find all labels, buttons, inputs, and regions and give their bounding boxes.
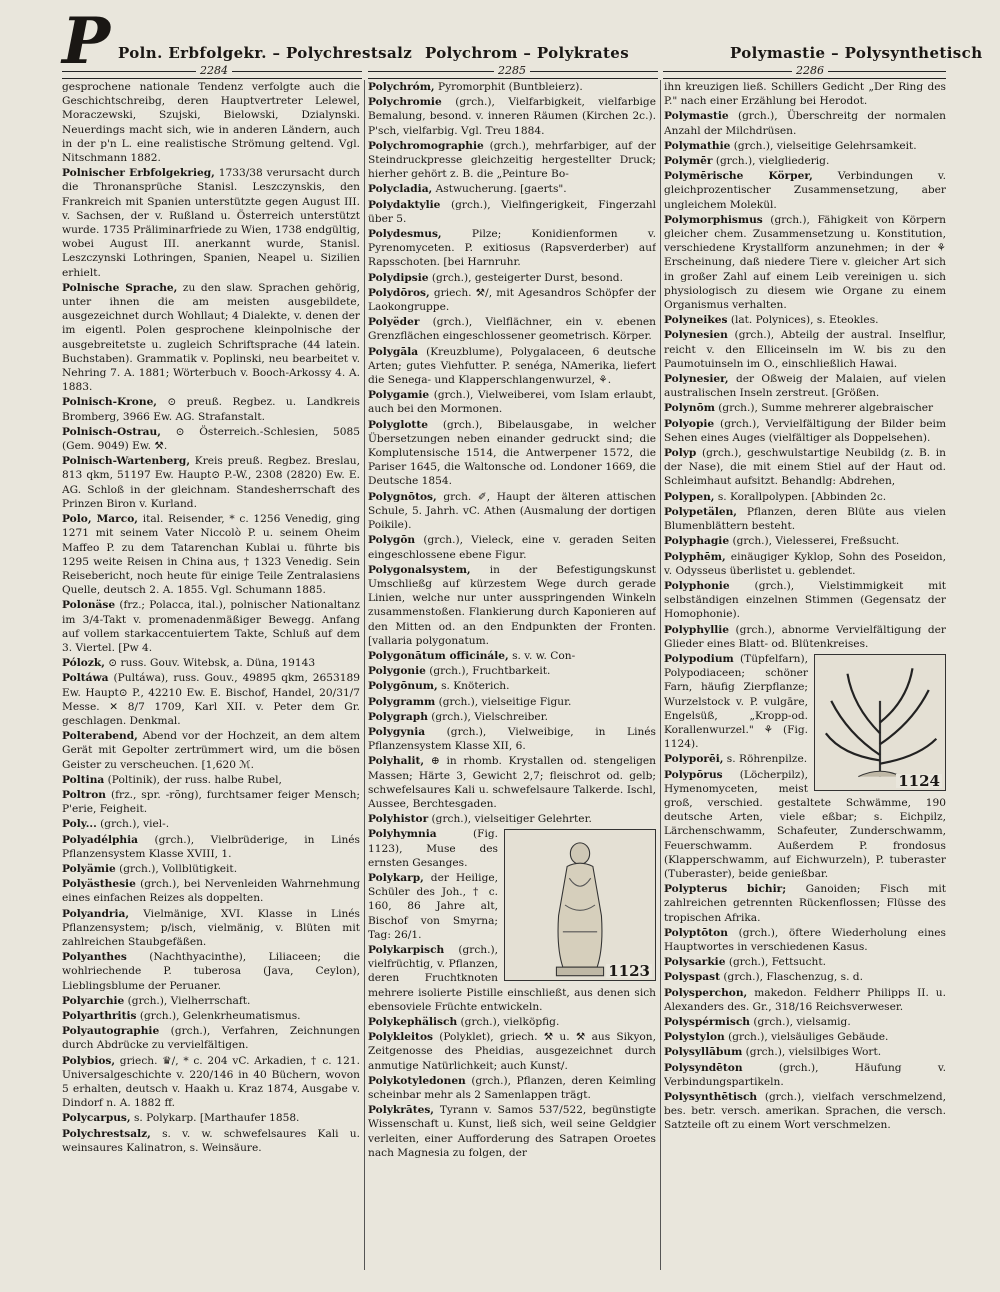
entry-headword: Polykarp, [368,871,424,884]
column-divider [660,80,661,1270]
entry-definition: grch. ✐, Haupt der älteren attischen Schule, 5. Jahrh. vC. Athen (Ausmalung der dortigen Poikile). [368,490,656,532]
dictionary-entry [664,446,946,489]
entry-headword: Polyphagie [664,535,730,548]
entry-headword: Polykarpisch [368,943,445,956]
entry-headword: Polyarthritis [62,1010,137,1022]
dictionary-entry [368,725,656,753]
entry-headword: Polymathie [664,139,731,152]
entry-definition: (frz., spr. -rõng), furchtsamer feiger Mensch; P'erie, Feigheit. [62,788,360,816]
dictionary-entry [368,271,656,285]
dictionary-entry [664,970,946,984]
entry-definition: (grch.), gesteigerter Durst, besond. [428,271,623,284]
entry-headword: Poltáwa [62,672,109,685]
entry-definition: (grch.), mehrfarbiger, auf der Steindruckpresse gleichzeitig hergestellter Druck; hierher gehört z. B. die „Peinture Bo- [368,139,656,181]
dictionary-entry [368,182,656,196]
entry-headword: Polonäse [62,599,116,612]
entry-headword: Polyspérmisch [664,1016,750,1028]
entry-headword: Polykrātes, [368,1104,434,1117]
header-right: Polymastie – Polysynthetisch [730,44,983,62]
dictionary-entry [664,109,946,137]
entry-definition: (Kreuzblume), Polygalaceen, 6 deutsche Arten; gutes Viehfutter. P. senéga, NAmerika, liefert die Senega- und Klapperschlangenwurzel, ⚘. [368,345,656,387]
entry-definition: s. Korallpolypen. [Abbinden 2c. [714,490,887,503]
dictionary-entry [62,788,360,816]
dictionary-entry [62,994,360,1008]
entry-definition: griech. ⚒/, mit Agesandros Schöpfer der Laokongruppe. [368,286,656,314]
dictionary-entry [62,454,360,511]
header-middle: Polychrom – Polykrates [425,44,630,62]
entry-headword: Polysyllābum [664,1046,743,1059]
entry-definition: s. Knöterich. [437,680,510,693]
entry-headword: Polygraph [368,710,428,723]
entry-headword: Polypen, [664,490,715,503]
dictionary-entry [62,773,360,787]
dictionary-entry [664,579,946,622]
entry-definition: Vielmänige, XVI. Klasse in Linés Pflanzensystem; p/isch, vielmänig, v. Blüten mit zahlreichen Staubgefäßen. [62,907,360,948]
entry-headword: Polybios, [62,1054,116,1067]
entry-definition: (grch.), viel-. [96,818,170,831]
entry-definition: der Oßweig der Malaien, auf vielen australischen Inseln zerstreut. [Größen. [664,373,946,400]
entry-definition: einäugiger Kyklop, Sohn des Poseidon, v. Odysseus überlistet u. geblendet. [664,550,946,577]
entry-headword: Polyspast [664,971,721,984]
dictionary-entry [62,166,360,280]
dictionary-entry [62,729,360,772]
polypodium-fern-figure [814,654,946,791]
entry-headword: Polyëder [368,316,420,329]
entry-headword: Polykleitos [368,1031,433,1044]
entry-headword: Pólozk, [62,657,105,670]
entry-definition: (grch.), vielseitiger Gelehrter. [428,813,592,826]
entry-headword: Polysperchon, [664,986,748,999]
entry-definition: s. Polykarp. [Marthaufer 1858. [130,1112,300,1125]
entry-headword: Polygonalsystem, [368,563,471,576]
figure-number: 1123 [608,962,650,981]
column-middle [368,80,656,1270]
entry-definition: (grch.), Vielstimmigkeit mit selbständigen einzelnen Stimmen (Gegensatz der Homophonie). [664,579,946,621]
entry-headword: Polysyndēton [664,1061,743,1074]
entry-definition: Tyrann v. Samos 537/522, begünstigte Wissenschaft u. Kunst, ließ sich, weil seine Geldgier verleiten, einer Aufforderung des Satrapen Oroetes nach Magnesia zu folgen, der [368,1104,656,1159]
entry-definition: Pilze; Konidienformen v. Pyrenomyceten. P. exitiosus (Rapsverderber) auf Rapsschoten. [bei Harnruhr. [368,228,656,269]
entry-headword: Polyautographie [62,1025,160,1038]
dictionary-entry [664,80,946,108]
entry-headword: Polypōrus [664,768,723,781]
dictionary-entry [664,1061,946,1089]
entry-definition: ital. Reisender, * c. 1256 Venedig, ging 1271 mit seinem Vater Niccolò P. u. seinem Oheim Maffeo P. zu dem Tatarenchan Kublai u. führte bis 1295 weite Reisen in China aus, † 1323 Venedig. Sein Reisebericht, noch heute für einige Teile Zentralasiens Quelle, deutsch 2. A. 1855. Vgl. Schumann 1885. [62,513,360,597]
entry-definition: (grch.), Vielfarbigkeit, vielfarbige Bemalung, besond. v. inneren Räumen (Kirchen 2c.). P'sch, vielfarbig. Vgl. Treu 1884. [368,96,656,137]
column-right [664,80,946,1270]
dictionary-entry [368,812,656,826]
entry-definition: (grch.), vielfach verschmelzend, bes. betr. versch. amerikan. Sprachen, die versch. Satzteile oft zu einem Wort verschmelzen. [664,1091,946,1132]
entry-headword: Polnisch-Wartenberg, [62,455,191,468]
entry-headword: Polyopie [664,417,715,430]
entry-headword: Polypterus bichir; [664,883,787,896]
entry-headword: Polychrestsalz, [62,1127,151,1140]
entry-headword: Poltina [62,773,105,786]
entry-headword: Polygōn [368,534,416,547]
entry-definition: Pflanzen, deren Blüte aus vielen Blumenblättern besteht. [664,505,946,533]
dictionary-entry [368,710,656,724]
polyhymnia-statue-figure [504,829,656,981]
entry-definition: in der Befestigungskunst Umschließg auf kürzestem Wege durch gerade Linien, welche nur unter ausspringenden Winkeln zusammenstoßen. Flankierung durch Kaponieren auf den Mitten od. an den Endpunkten der Fronten. [vallaria polygonatum. [368,563,656,647]
entry-headword: Polynōm [664,402,715,415]
entry-definition: (grch.), vielfrüchtig, v. Pflanzen, deren Fruchtknoten mehrere isolierte Pistille einschließt, aus denen sich ebensoviele Früchte entwickeln. [368,943,656,1013]
dictionary-entry [368,563,656,648]
dictionary-entry [664,372,946,400]
entry-headword: Poltron [62,788,107,801]
entry-definition: (grch.), Fettsucht. [725,956,826,969]
entry-definition: der Heilige, Schüler des Joh., † c. 160, 86 Jahre alt, Bischof von Smyrna; Tag: 26/1. [368,871,498,941]
column-left [62,80,360,1270]
entry-definition: (grch.), Flaschenzug, s. d. [720,971,863,984]
entry-headword: Polnisch-Krone, [62,396,157,409]
entry-definition: s. v. w. Con- [508,649,576,662]
entry-headword: Polysynthētisch [664,1091,758,1104]
entry-headword: Polyphonie [664,579,730,592]
dictionary-entry [664,1030,946,1044]
entry-definition: Pyromorphit (Buntbleierz). [434,81,583,93]
dictionary-entry [62,281,360,395]
entry-headword: Polychróm, [368,81,435,93]
entry-definition: (grch.), Häufung v. Verbindungspartikeln. [664,1061,946,1088]
dictionary-entry [62,395,360,423]
entry-definition: makedon. Feldherr Philipps II. u. Alexanders des. Gr., 318/16 Reichsverweser. [664,986,946,1013]
dictionary-entry [368,649,656,663]
entry-headword: Polyporēi, [664,753,724,766]
entry-headword: Polygnōtos, [368,490,437,503]
entry-definition: (grch.), Vielflächner, ein v. ebenen Grenzflächen eingeschlossener geometrisch. Körper. [368,316,656,343]
entry-headword: Polychromie [368,96,442,109]
entry-definition: (Tüpfelfarn), Polypodiaceen; schöner Farn, häufig Zierpflanze; Wurzelstock v. P. vulgāre, Engelsüß, „Kropp-od. Korallenwurzel." ⚘ (Fig. 1124). [664,652,808,751]
entry-definition: (grch.), bei Nervenleiden Wahrnehmung eines einfachen Reizes als doppelten. [62,878,360,905]
dictionary-entry [664,986,946,1014]
entry-headword: Polynesien [664,329,728,342]
entry-headword: Polyarchie [62,994,125,1007]
entry-headword: Polterabend, [62,730,138,743]
dictionary-entry [368,1074,656,1102]
dictionary-entry [368,1030,656,1073]
entry-definition: s. Röhrenpilze. [723,753,808,766]
dictionary-entry [664,169,946,212]
dictionary-entry [368,418,656,489]
dictionary-entry [368,754,656,811]
entry-definition: (grch.), vielseitige Gelehrsamkeit. [730,139,917,152]
entry-definition: (Löcherpilz), Hymenomyceten, meist groß, verschied. gestaltete Schwämme, 190 deutsche Arten, viele eßbar; s. Eichpilz, Lärchenschwamm, Schafeuter, Zunderschwamm, Feuerschwamm. Außerdem P. frondosus (Klapperschwamm, auf Eichwurzeln), P. tuberaster (Tuberaster), beide genießbar. [664,768,946,880]
entry-headword: Polyneikes [664,314,728,327]
entry-headword: Polydesmus, [368,228,442,241]
dictionary-entry [62,1024,360,1052]
entry-headword: Polydaktylie [368,198,441,211]
dictionary-entry [664,490,946,504]
entry-definition: (grch.), geschwulstartige Neubildg (z. B. in der Nase), die mit einem Stiel auf der Haut od. Schleimhaut aufsitzt. Behandlg: Abdrehen, [664,447,946,488]
entry-definition: (grch.), Vielschreiber. [427,710,548,723]
dictionary-entry [664,534,946,548]
entry-definition: (grch.), vielsäuliges Gebäude. [724,1031,889,1044]
entry-headword: Polnisch-Ostrau, [62,425,161,438]
entry-definition: (grch.), vielsamig. [749,1016,851,1028]
entry-definition: Kreis preuß. Regbez. Breslau, 813 qkm, 51197 Ew. Haupt⊙ P.-W., 2308 (2820) Ew. E. AG. Schloß in der gleichnam. Standesherrschaft des Prinzen Biron v. Kurland. [62,455,360,510]
entry-definition: (grch.), Fähigkeit von Körpern gleicher chem. Zusammensetzung u. Konstitution, verschiedene Krystallform anzunehmen; in der ⚘ Erscheinung, daß niedere Tiere v. gleicher Art sich in großer Zahl auf einem Leib vereinigen u. sich physiologisch zu diesem wie Organe zu einem Organismus verhalten. [664,213,946,312]
entry-definition: (grch.), Abteilg der austral. Inselflur, reicht v. den Elliceinseln im W. bis zu den Paumotuinseln im O., einschließlich Hawai. [664,329,946,370]
entry-definition: zu den slaw. Sprachen gehörig, unter ihnen die am meisten ausgebildete, ausgezeichnet durch Wohllaut; 4 Dialekte, v. denen der im eigentl. Polen gesprochene kleinpolnische der ausgebreitetste u. zugleich Schriftsprache (44 latein. Buchstaben). Grammatik v. Poplinski, neu bearbeitet v. Nehring 7. A. 1881; Wörterbuch v. Booch-Arkossy 4. A. 1883. [62,281,360,394]
entry-headword: Polyadélphia [62,833,138,846]
entry-definition: (Poltinik), der russ. halbe Rubel, [104,773,282,786]
dictionary-entry [664,926,946,954]
entry-headword: Polyptōton [664,926,728,939]
dictionary-entry [664,313,946,327]
entry-definition: ⊕ in rhomb. Krystallen od. stengeligen Massen; Härte 3, Gewicht 2,7; fleischrot od. gelb; schwefelsaures Kali u. schwefelsaure Talkerde. Ischl, Aussee, Berchtesgaden. [368,755,656,810]
entry-definition: (grch.), Vieleck, eine v. geraden Seiten eingeschlossene ebene Figur. [368,534,656,561]
dictionary-entry [368,345,656,388]
dictionary-entry [664,1045,946,1059]
entry-headword: Polystylon [664,1031,725,1044]
dictionary-entry [368,695,656,709]
entry-headword: Polo, Marco, [62,513,138,526]
entry-definition: (lat. Polynices), s. Eteokles. [727,314,879,327]
entry-headword: Polymērische Körper, [664,170,813,183]
entry-headword: Polyanthes [62,951,127,964]
entry-headword: Polnische Sprache, [62,281,178,294]
dictionary-entry [664,1015,946,1029]
dictionary-entry [664,1090,946,1133]
entry-headword: Polygamie [368,389,430,402]
entry-definition: 1733/38 verursacht durch die Thronansprüche Stanisl. Leszczynskis, den Frankreich mit Spanien unterstützte gegen August III. v. Sachsen, der v. Rußland u. Österreich unterstützt wurde. 1735 Präliminarfriede zu Wien, 1738 endgültig, wobei August III. anerkannt wurde, Stanisl. Leszczynski Lothringen, Spanien, Neapel u. Sizilien erhielt. [62,167,360,279]
entry-definition: (grch.), vielsilbiges Wort. [742,1046,882,1059]
entry-headword: Polyämie [62,862,116,875]
entry-headword: Polyästhesie [62,878,136,891]
entry-headword: Polypodium [664,652,734,665]
entry-definition: (grch.), Bibelausgabe, in welcher Übersetzungen neben einander gedruckt sind; die Komplutensische 1514, die Antwerpener 1572, die Pariser 1645, die Waltonsche od. Londoner 1669, die Deutsche 1854. [368,418,656,488]
dictionary-entry [368,286,656,314]
entry-definition: (grch.), Fruchtbarkeit. [425,665,551,678]
dictionary-entry [368,664,656,678]
dictionary-entry [664,505,946,533]
entry-headword: Polyhistor [368,813,429,826]
dictionary-entry [368,315,656,343]
dictionary-entry [368,139,656,182]
entry-headword: Polyhymnia [368,828,437,841]
entry-definition: (grch.), abnorme Vervielfältigung der Glieder eines Blatt- od. Blütenkreises. [664,623,946,650]
dictionary-entry [664,550,946,578]
entry-headword: Polyglotte [368,418,428,431]
entry-definition: (grch.), Vielweibige, in Linés Pflanzensystem Klasse XII, 6. [368,725,656,753]
entry-definition: Verbindungen v. gleichprozentischer Zusammensetzung, aber ungleichem Molekül. [664,170,946,211]
dictionary-entry [664,417,946,445]
entry-definition: s. v. w. schwefelsaures Kali u. weinsaures Kalinatron, s. Weinsäure. [62,1127,360,1154]
entry-headword: Polykephälisch [368,1016,458,1028]
entry-definition: ⊙ Österreich.-Schlesien, 5085 (Gem. 9049) Ew. ⚒. [62,425,360,453]
dictionary-entry [664,213,946,312]
entry-headword: Polyphyllie [664,623,730,636]
entry-headword: Polnischer Erbfolgekrieg, [62,167,215,180]
entry-definition: (grch.), öftere Wiederholung eines Hauptwortes in verschiedenen Kasus. [664,926,946,953]
dictionary-entry [664,955,946,969]
dictionary-entry [368,1103,656,1160]
dictionary-entry [368,227,656,270]
header-left: Poln. Erbfolgekr. – Polychrestsalz [118,44,413,62]
dictionary-entry [62,512,360,597]
entry-headword: Poly... [62,818,97,831]
dictionary-entry [368,198,656,226]
entry-definition: (grch.), Vielweiberei, vom Islam erlaubt, auch bei den Mormonen. [368,389,656,416]
entry-definition: Astwucherung. [gaerts". [432,183,567,196]
dictionary-entry [62,80,360,165]
entry-definition: griech. ♛/, * c. 204 vC. Arkadien, † c. 121. Universalgeschichte v. 220/146 in 40 Büchern, wovon 5 erhalten, deutsch v. Haakh u. Kraz 1874, Ausgabe v. Dindorf n. A. 1882 ff. [62,1054,360,1110]
entry-headword: Polygramm [368,695,436,708]
entry-headword: Polykotyledonen [368,1074,466,1087]
entry-definition: ⊙ russ. Gouv. Witebsk, a. Düna, 19143 [104,657,316,670]
entry-definition: (Pultáwa), russ. Gouv., 49895 qkm, 2653189 Ew. Haupt⊙ P., 42210 Ew. E. Bischof, Handel, 20/31/7 Messe. ✕ 8/7 1709, Karl XII. v. Peter dem Gr. geschlagen. Denkmal. [62,672,360,727]
dictionary-entry [62,425,360,453]
entry-headword: Polychromographie [368,139,484,152]
column-number-middle: 2285 [494,64,530,77]
entry-definition: ⊙ preuß. Regbez. u. Landkreis Bromberg, 3966 Ew. AG. Strafanstalt. [62,396,360,423]
column-number-right: 2286 [792,64,828,77]
entry-definition: (grch.), Summe mehrerer algebraischer [714,402,934,415]
dictionary-entry [62,1111,360,1125]
entry-headword: Polymēr [664,155,713,168]
entry-headword: Polycarpus, [62,1112,131,1125]
entry-headword: Polysarkie [664,956,726,969]
dictionary-entry [664,401,946,415]
entry-definition: Ganoiden; Fisch mit zahlreichen getrennten Rückenflossen; Flüsse des tropischen Afrika. [664,883,946,924]
entry-definition: (grch.), Überschreitg der normalen Anzahl der Milchdrüsen. [664,110,946,137]
entry-definition: (grch.), Vielherrschaft. [124,994,251,1007]
entry-definition: (grch.), vielseitige Figur. [435,695,572,708]
entry-definition: (grch.), Vielesserei, Freßsucht. [729,535,900,548]
entry-definition: (grch.), Verfahren, Zeichnungen durch Abdrücke zu vervielfältigen. [62,1025,360,1052]
entry-definition: (grch.), Vervielfältigung der Bilder beim Sehen eines Auges (vielfältiger als Doppelsehen). [664,417,946,444]
entry-definition: ihn kreuzigen ließ. Schillers Gedicht „Der Ring des P." nach einer Erzählung bei Herodot. [664,81,946,108]
dictionary-entry [368,388,656,416]
entry-headword: Polyp [664,447,697,460]
entry-definition: (Fig. 1123), Muse des ernsten Gesanges. [368,828,498,869]
entry-definition: (grch.), Vollblütigkeit. [115,862,238,875]
column-number-left: 2284 [196,64,232,77]
dictionary-entry [62,862,360,876]
dictionary-entry [368,533,656,561]
entry-headword: Polygonātum officinále, [368,649,509,662]
dictionary-entry [62,656,360,670]
entry-headword: Polyandria, [62,907,130,920]
dictionary-entry [368,1015,656,1029]
dictionary-entry [62,598,360,655]
dictionary-entry [368,679,656,693]
entry-headword: Polynesier, [664,373,729,386]
dictionary-entry [62,1009,360,1023]
dictionary-entry [664,623,946,651]
dictionary-entry [368,80,656,94]
entry-headword: Polymorphismus [664,213,763,226]
dictionary-entry [62,671,360,728]
entry-definition: (grch.), vielgliederig. [712,155,830,168]
entry-definition: (frz.; Polacca, ital.), polnischer Nationaltanz im 3/4-Takt v. promenadenmäßiger Bewegg. Anfang auf vollem starkaccentuiertem Takte, Schluß auf dem 3. Viertel. [Pw 4. [62,599,360,654]
entry-definition: (Polyklet), griech. ⚒ u. ⚒ aus Sikyon, Zeitgenosse des Pheidias, ausgezeichnet durch anmutige Natürlichkeit; auch Kunst/. [368,1031,656,1072]
dictionary-entry [62,907,360,950]
dictionary-entry [368,95,656,138]
entry-definition: (Nachthyacinthe), Liliaceen; die wohlriechende P. tuberosa (Java, Ceylon), Lieblingsblume der Peruaner. [62,951,360,992]
entry-headword: Polygāla [368,345,419,358]
entry-definition: (grch.), Vielfingerigkeit, Fingerzahl über 5. [368,198,656,225]
entry-definition: (grch.), vielköpfig. [457,1016,560,1028]
entry-headword: Polydipsie [368,271,429,284]
entry-definition: (grch.), Pflanzen, deren Keimling scheinbar mehr als 2 Samenlappen trägt. [368,1074,656,1102]
dictionary-entry [664,139,946,153]
entry-headword: Polygōnum, [368,680,438,693]
dictionary-entry [62,1127,360,1155]
dictionary-entry [62,1054,360,1111]
figure-number: 1124 [898,771,940,790]
section-letter: P [62,4,111,79]
entry-headword: Polycladia, [368,183,433,196]
dictionary-entry [368,490,656,533]
dictionary-entry [664,882,946,925]
entry-headword: Polypetälen, [664,505,737,518]
entry-headword: Polydōros, [368,286,430,299]
entry-headword: Polygonie [368,665,426,678]
entry-headword: Polyphēm, [664,550,726,563]
dictionary-entry [664,154,946,168]
dictionary-entry [664,328,946,371]
column-divider [364,80,365,1270]
dictionary-entry [62,833,360,861]
dictionary-entry [62,817,360,831]
entry-definition: (grch.), Gelenkrheumatismus. [136,1010,301,1022]
entry-headword: Polymastie [664,110,729,123]
entry-definition: gesprochene nationale Tendenz verfolgte auch die Geschichtschreibg, deren Hauptvertreter Lelewel, Moraczewski, Szujski, Bielowski, Dzialynski. Neuerdings macht sich, wie in anderen Ländern, auch in der p'n L. eine realistische Strömung geltend. Vgl. Nitschmann 1882. [62,81,360,165]
entry-definition: (grch.), Vielbrüderige, in Linés Pflanzensystem Klasse XVIII, 1. [62,833,360,860]
dictionary-entry [62,877,360,905]
entry-definition: Abend vor der Hochzeit, an dem altem Gerät mit Gepolter zertrümmert wird, um die bösen Geister zu verscheuchen. [1,620 ℳ. [62,730,360,771]
entry-headword: Polygynia [368,725,426,738]
entry-headword: Polyhalit, [368,755,425,768]
dictionary-entry [62,950,360,993]
